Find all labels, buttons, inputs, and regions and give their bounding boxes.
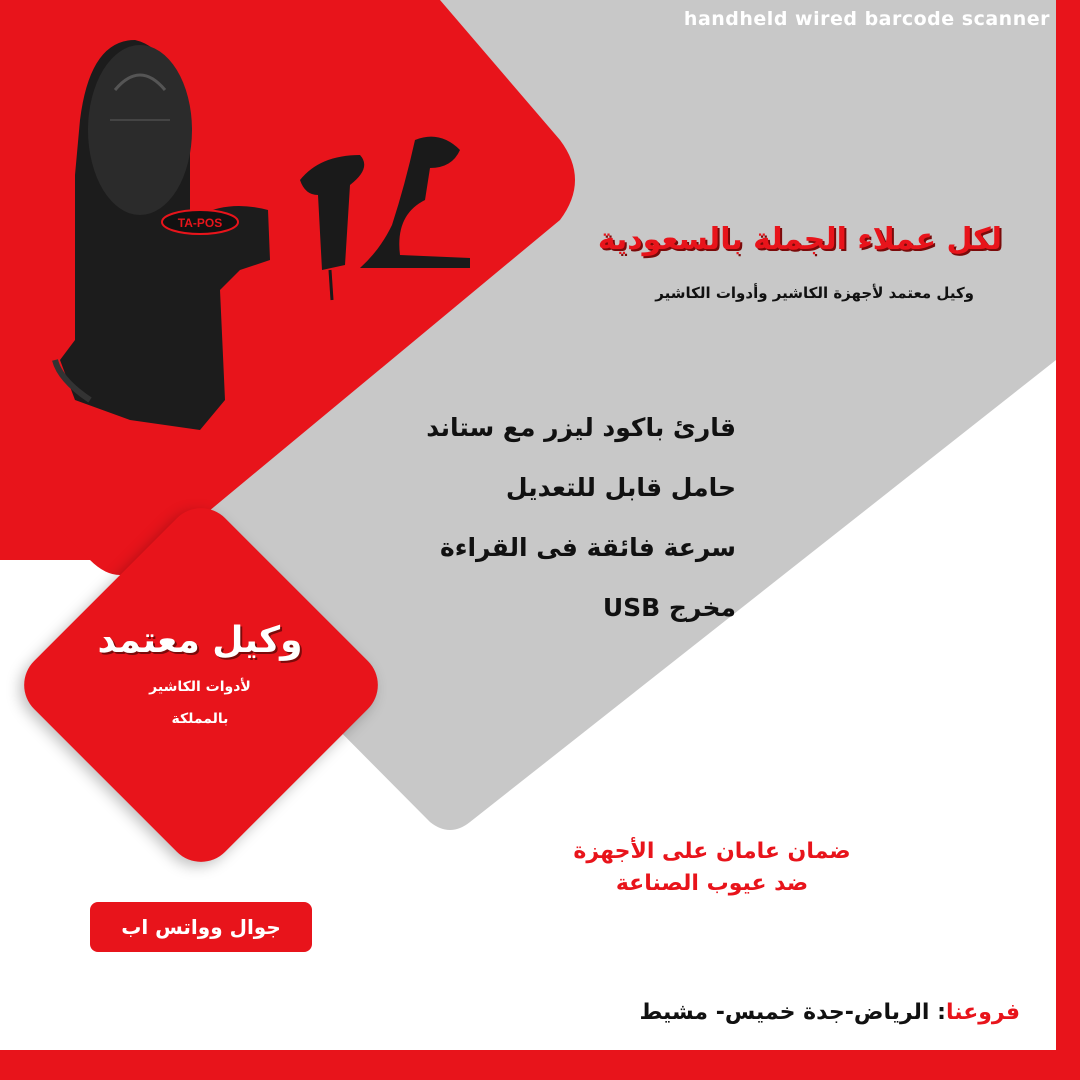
branches-label: فروعنا — [945, 1000, 1020, 1025]
warranty-line-2: ضد عيوب الصناعة — [615, 871, 809, 896]
badge-text — [40, 620, 360, 727]
headline: لكل عملاء الجملة بالسعودية — [597, 222, 1002, 257]
right-red-strip — [1056, 0, 1080, 1080]
contact-whatsapp-button[interactable]: جوال وواتس اب — [90, 902, 312, 952]
feature-list — [276, 408, 736, 648]
badge-line-1: لأدوات الكاشير — [149, 679, 251, 695]
feature-item: مخرج USB — [602, 593, 736, 622]
feature-item: سرعة فائقة فى القراءة — [439, 533, 736, 562]
branches-list: الرياض-جدة خميس- مشيط — [639, 1000, 930, 1025]
feature-item: قارئ باكود ليزر مع ستاند — [426, 413, 736, 442]
feature-item: حامل قابل للتعديل — [505, 473, 736, 502]
brand-logo-text: TA-POS — [177, 216, 223, 230]
badge-line-2: بالمملكة — [171, 711, 229, 727]
warranty-text — [532, 836, 892, 900]
branches-line — [500, 1000, 1020, 1025]
badge-title: وكيل معتمد — [97, 620, 303, 661]
bottom-red-bar — [0, 1050, 1080, 1080]
warranty-line-1: ضمان عامان على الأجهزة — [573, 839, 851, 864]
product-title-en: handheld wired barcode scanner — [683, 8, 1050, 30]
branches-separator: : — [937, 1000, 946, 1025]
subline: وكيل معتمد لأجهزة الكاشير وأدوات الكاشير — [655, 284, 974, 302]
